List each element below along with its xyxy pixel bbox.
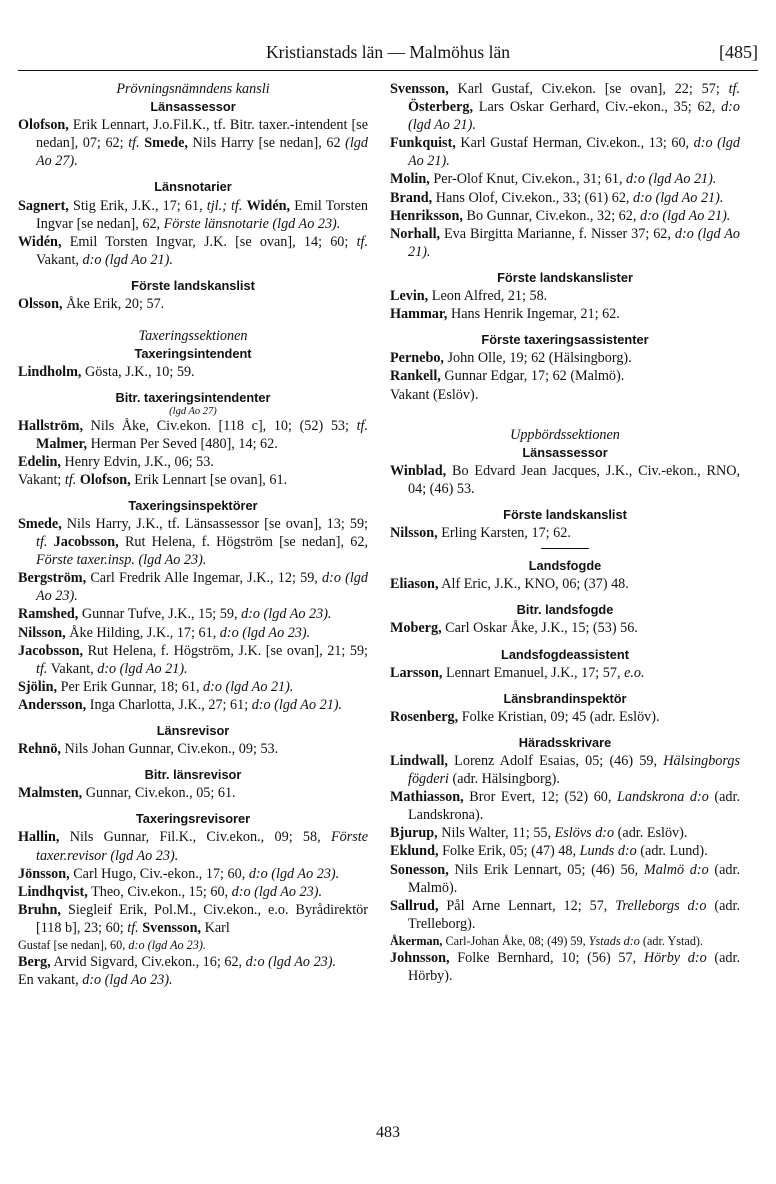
entry: Larsson, Lennart Emanuel, J.K., 17; 57, e.o. xyxy=(390,664,645,681)
entry: Eliason, Alf Eric, J.K., KNO, 06; (37) 48. xyxy=(390,576,629,593)
entry: Svensson, Karl Gustaf, Civ.ekon. [se ovan], 22; 57; tf. Österberg, Lars Oskar Gerhard, Civ.-ekon., 35; 62, d:o (lgd Ao 21). xyxy=(390,81,740,134)
heading-taxeringsinspektorer: Taxeringsinspektörer xyxy=(128,497,258,513)
heading-lansrevisor: Länsrevisor xyxy=(156,723,230,738)
entry: Vakant; tf. Olofson, Erik Lennart [se ovan], 61. xyxy=(18,471,288,488)
entry: Winblad, Bo Edvard Jean Jacques, J.K., Civ.-ekon., RNO, 04; (46) 53. xyxy=(390,462,740,497)
entry: Olofson, Erik Lennart, J.o.Fil.K., tf. Bitr. taxer.-intendent [se nedan], 07; 62; tf. Smede, Nils Harry [se nedan], 62 (lgd Ao 27). xyxy=(18,117,368,170)
entry: Bjurup, Nils Walter, 11; 55, Eslövs d:o (adr. Eslöv). xyxy=(390,825,688,842)
entry: Pernebo, John Olle, 19; 62 (Hälsingborg). xyxy=(390,350,632,367)
entry: Smede, Nils Harry, J.K., tf. Länsassessor [se ovan], 13; 59; tf. Jacobsson, Rut Helena, f. Högström [se nedan], 62, Förste taxer.insp. (lgd Ao 23). xyxy=(18,515,368,569)
entry: Lindholm, Gösta, J.K., 10; 59. xyxy=(18,364,195,381)
entry: Jacobsson, Rut Helena, f. Högström, J.K. [se ovan], 21; 59; tf. Vakant, d:o (lgd Ao 21). xyxy=(18,642,368,677)
entry: Nilsson, Erling Karsten, 17; 62. xyxy=(390,525,571,542)
heading-lansassessor: Länsassessor xyxy=(150,99,236,115)
entry: Edelin, Henry Edvin, J.K., 06; 53. xyxy=(18,453,214,470)
entry: Hallström, Nils Åke, Civ.ekon. [118 c], 10; (52) 53; tf. Malmer, Herman Per Seved [480], 14; 62. xyxy=(18,417,368,452)
heading-forste-taxeringsassistenter: Förste taxeringsassistenter xyxy=(481,332,649,348)
heading-taxeringsrevisorer: Taxeringsrevisorer xyxy=(135,811,251,827)
entry: Bruhn, Siegleif Erik, Pol.M., Civ.ekon., e.o. Byrådirektör [118 b], 23; 60; tf. Svensson, Karl xyxy=(18,901,368,936)
entry: Sjölin, Per Erik Gunnar, 18; 61, d:o (lgd Ao 21). xyxy=(18,678,294,695)
entry: Funkquist, Karl Gustaf Herman, Civ.ekon., 13; 60, d:o (lgd Ao 21). xyxy=(390,135,740,170)
entry: Widén, Emil Torsten Ingvar, J.K. [se ovan], 14; 60; tf. Vakant, d:o (lgd Ao 21). xyxy=(18,233,368,268)
section-divider xyxy=(541,548,589,549)
entry: Norhall, Eva Birgitta Marianne, f. Nisser 37; 62, d:o (lgd Ao 21). xyxy=(390,225,740,260)
heading-haradsskrivare: Häradsskrivare xyxy=(518,734,612,750)
entry: Eklund, Folke Erik, 05; (47) 48, Lunds d:o (adr. Lund). xyxy=(390,843,708,860)
heading-forste-landskanslist: Förste landskanslist xyxy=(503,506,627,522)
page-number: 483 xyxy=(376,1124,400,1141)
right-column xyxy=(390,80,740,985)
heading-landsfogde: Landsfogde xyxy=(528,558,602,574)
entry: Rankell, Gunnar Edgar, 17; 62 (Malmö). xyxy=(390,368,625,385)
heading-lansassessor: Länsassessor xyxy=(522,444,608,460)
entry: Lindwall, Lorenz Adolf Esaias, 05; (46) 59, Hälsingborgs fögderi (adr. Hälsingborg). xyxy=(390,753,740,788)
entry: Ramshed, Gunnar Tufve, J.K., 15; 59, d:o (lgd Ao 23). xyxy=(18,606,332,623)
entry: Hallin, Nils Gunnar, Fil.K., Civ.ekon., 09; 58, Förste taxer.revisor (lgd Ao 23). xyxy=(18,829,368,864)
section-title: Taxeringssektionen xyxy=(138,328,248,345)
entry: Henriksson, Bo Gunnar, Civ.ekon., 32; 62, d:o (lgd Ao 21). xyxy=(390,207,731,224)
section-title: Prövningsnämndens kansli xyxy=(116,81,270,97)
entry: Bergström, Carl Fredrik Alle Ingemar, J.K., 12; 59, d:o (lgd Ao 23). xyxy=(18,570,368,605)
entry: Olsson, Åke Erik, 20; 57. xyxy=(18,296,165,313)
entry: Moberg, Carl Oskar Åke, J.K., 15; (53) 56. xyxy=(390,620,638,637)
page-header xyxy=(18,16,758,62)
entry: Levin, Leon Alfred, 21; 58. xyxy=(390,288,548,305)
entry: Nilsson, Åke Hilding, J.K., 17; 61, d:o (lgd Ao 23). xyxy=(18,624,311,641)
heading-note: (lgd Ao 27) xyxy=(169,405,217,417)
heading-lansbrandinspektor: Länsbrandinspektör xyxy=(503,690,627,706)
entry: Malmsten, Gunnar, Civ.ekon., 05; 61. xyxy=(18,785,236,802)
heading-forste-landskanslist: Förste landskanslist xyxy=(131,277,255,293)
entry: Rehnö, Nils Johan Gunnar, Civ.ekon., 09; 53. xyxy=(18,741,279,758)
running-title: Kristianstads län — Malmöhus län xyxy=(265,42,510,62)
header-rule xyxy=(18,70,758,71)
entry: Sagnert, Stig Erik, J.K., 17; 61, tjl.; tf. Widén, Emil Torsten Ingvar [se nedan], 62, Förste länsnotarie (lgd Ao 23). xyxy=(18,197,369,232)
entry: Vakant (Eslöv). xyxy=(390,386,479,403)
heading-lansnotarier: Länsnotarier xyxy=(154,179,232,195)
entry: Johnsson, Folke Bernhard, 10; (56) 57, Hörby d:o (adr. Hörby). xyxy=(390,949,740,985)
entry: En vakant, d:o (lgd Ao 23). xyxy=(18,972,173,989)
entry: Åkerman, Carl-Johan Åke, 08; (49) 59, Ystads d:o (adr. Ystad). xyxy=(390,933,704,948)
heading-bitr-taxeringsintendenter: Bitr. taxeringsintendenter xyxy=(115,390,271,406)
entry: Andersson, Inga Charlotta, J.K., 27; 61; d:o (lgd Ao 21). xyxy=(18,696,343,713)
heading-taxeringsintendent: Taxeringsintendent xyxy=(134,346,252,362)
entry: Molin, Per-Olof Knut, Civ.ekon., 31; 61, d:o (lgd Ao 21). xyxy=(390,171,717,188)
section-title: Uppbördssektionen xyxy=(510,426,620,443)
heading-bitr-landsfogde: Bitr. landsfogde xyxy=(516,602,614,618)
entry: Brand, Hans Olof, Civ.ekon., 33; (61) 62, d:o (lgd Ao 21). xyxy=(390,189,724,206)
entry: Lindhqvist, Theo, Civ.ekon., 15; 60, d:o (lgd Ao 23). xyxy=(18,883,323,900)
left-column xyxy=(18,80,368,989)
entry: Sallrud, Pål Arne Lennart, 12; 57, Trelleborgs d:o (adr. Trelleborg). xyxy=(390,897,741,932)
entry: Mathiasson, Bror Evert, 12; (52) 60, Landskrona d:o (adr. Landskrona). xyxy=(390,789,740,824)
entry-continuation: Gustaf [se nedan], 60, d:o (lgd Ao 23). xyxy=(18,938,206,953)
entry: Rosenberg, Folke Kristian, 09; 45 (adr. Eslöv). xyxy=(390,708,660,725)
page-reference: [485] xyxy=(719,42,758,62)
entry: Jönsson, Carl Hugo, Civ.-ekon., 17; 60, d:o (lgd Ao 23). xyxy=(18,865,340,882)
heading-landsfogdeassistent: Landsfogdeassistent xyxy=(501,646,629,662)
entry: Hammar, Hans Henrik Ingemar, 21; 62. xyxy=(390,306,620,323)
heading-forste-landskanslister: Förste landskanslister xyxy=(497,269,633,285)
entry: Berg, Arvid Sigvard, Civ.ekon., 16; 62, d:o (lgd Ao 23). xyxy=(18,954,337,971)
heading-bitr-lansrevisor: Bitr. länsrevisor xyxy=(144,767,242,783)
entry: Sonesson, Nils Erik Lennart, 05; (46) 56, Malmö d:o (adr. Malmö). xyxy=(390,861,740,896)
